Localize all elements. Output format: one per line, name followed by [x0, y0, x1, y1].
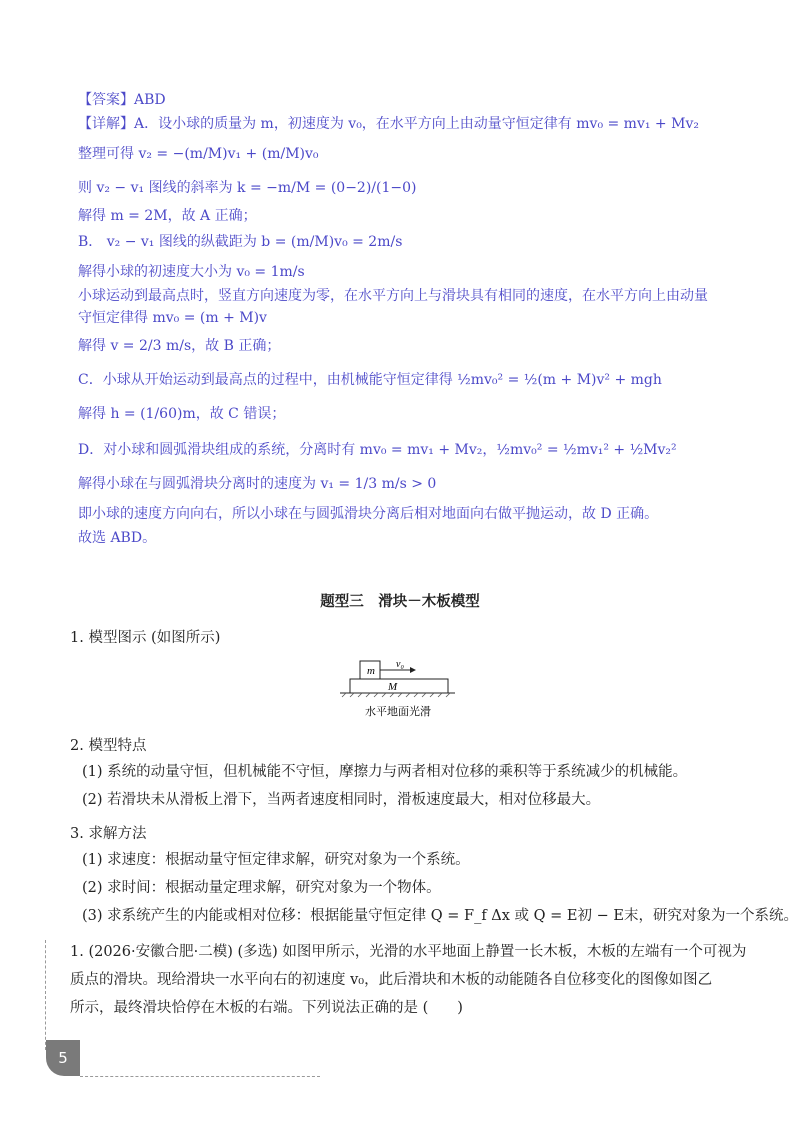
answer-label: 【答案】ABD — [78, 92, 166, 108]
board-rect — [350, 679, 448, 693]
answer-line-v1: 解得小球在与圆弧滑块分离时的速度为 v₁ = 1/3 m/s > 0 — [78, 476, 437, 492]
figure-caption: 水平地面光滑 — [365, 705, 431, 718]
answer-line-slope: 则 v₂ − v₁ 图线的斜率为 k = −m/M = (0−2)/(1−0) — [78, 180, 417, 196]
section-3-heading: 3. 求解方法 — [70, 826, 147, 842]
footer-dashed-line — [80, 1076, 320, 1077]
problem-line-2: 质点的滑块。现给滑块一水平向右的初速度 v₀，此后滑块和木板的动能随各自位移变化的图像如图乙 — [70, 972, 713, 988]
section-3-item-1: (1) 求速度：根据动量守恒定律求解，研究对象为一个系统。 — [82, 852, 470, 868]
answer-line-final: 故选 ABD。 — [78, 530, 157, 546]
section-2-item-1: (1) 系统的动量守恒，但机械能不守恒，摩擦力与两者相对位移的乘积等于系统减少的机械能。 — [82, 764, 688, 780]
margin-dashed-line — [45, 940, 46, 1050]
problem-line-1: 1. (2026·安徽合肥·二模) (多选) 如图甲所示，光滑的水平地面上静置一长木板，木板的左端有一个可视为 — [70, 944, 747, 960]
answer-line-c-energy: C．小球从开始运动到最高点的过程中，由机械能守恒定律得 ½mv₀² = ½(m + M)v² + mgh — [78, 372, 662, 388]
block-label: m — [367, 665, 375, 677]
section-3-item-2: (2) 求时间：根据动量定理求解，研究对象为一个物体。 — [82, 880, 441, 896]
section-2-heading: 2. 模型特点 — [70, 738, 147, 754]
section-title: 题型三 滑块－木板模型 — [320, 594, 480, 610]
section-3-item-3: (3) 求系统产生的内能或相对位移：根据能量守恒定律 Q = F_f Δx 或 Q = E初 − E末，研究对象为一个系统。 — [82, 908, 798, 924]
answer-line-b-intercept: B． v₂ − v₁ 图线的纵截距为 b = (m/M)v₀ = 2m/s — [78, 234, 403, 250]
section-1-heading: 1. 模型图示 (如图所示) — [70, 630, 221, 646]
velocity-label: v₀ — [396, 659, 404, 670]
answer-line-highest-2: 守恒定律得 mv₀ = (m + M)v — [78, 310, 267, 326]
block-board-figure — [330, 655, 460, 725]
section-2-item-2: (2) 若滑块未从滑板上滑下，当两者速度相同时，滑板速度最大，相对位移最大。 — [82, 792, 601, 808]
answer-line-mass: 解得 m = 2M，故 A 正确； — [78, 208, 257, 224]
answer-line-highest-1: 小球运动到最高点时，竖直方向速度为零，在水平方向上与滑块具有相同的速度，在水平方向上由动量 — [78, 288, 708, 304]
answer-line-direction: 即小球的速度方向向右，所以小球在与圆弧滑块分离后相对地面向右做平抛运动，故 D 正确。 — [78, 506, 659, 522]
page-number: 5 — [46, 1040, 80, 1076]
board-label: M — [388, 681, 398, 693]
answer-line-d-system: D．对小球和圆弧滑块组成的系统，分离时有 mv₀ = mv₁ + Mv₂，½mv₀² = ½mv₁² + ½Mv₂² — [78, 442, 677, 458]
answer-line-v0: 解得小球的初速度大小为 v₀ = 1m/s — [78, 264, 305, 280]
problem-line-3: 所示，最终滑块恰停在木板的右端。下列说法正确的是 ( ) — [70, 1000, 463, 1016]
answer-line-rearrange: 整理可得 v₂ = −(m/M)v₁ + (m/M)v₀ — [78, 146, 319, 162]
answer-line-h: 解得 h = (1/60)m，故 C 错误； — [78, 406, 286, 422]
answer-detail-a: 【详解】A．设小球的质量为 m，初速度为 v₀，在水平方向上由动量守恒定律有 mv₀ = mv₁ + Mv₂ — [78, 116, 699, 132]
answer-line-v: 解得 v = 2/3 m/s，故 B 正确； — [78, 338, 281, 354]
